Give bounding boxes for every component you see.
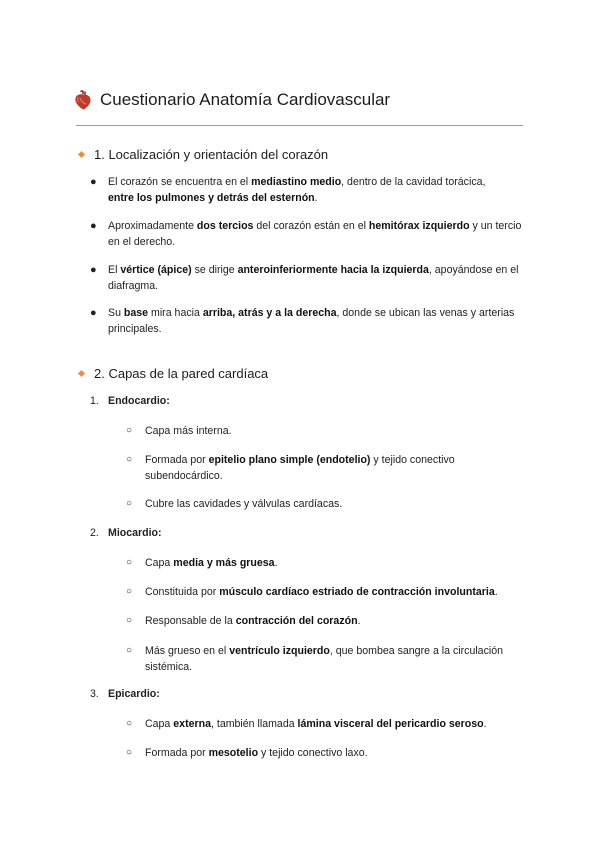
bold-text: mesotelio bbox=[208, 747, 259, 759]
list-number: 2. bbox=[90, 527, 99, 539]
bold-text: lámina visceral del pericardio seroso bbox=[297, 718, 484, 730]
circle-bullet-icon: ○ bbox=[126, 747, 133, 758]
text: y tejido conectivo laxo. bbox=[258, 747, 368, 759]
diamond-bullet-icon bbox=[78, 151, 85, 158]
text: . bbox=[483, 718, 487, 730]
text: y tejido conectivo subendocárdico. bbox=[145, 454, 455, 482]
text: mira hacia bbox=[148, 307, 203, 319]
section-heading-2 bbox=[78, 366, 268, 381]
text: Formada por bbox=[145, 747, 209, 759]
circle-bullet-icon: ○ bbox=[126, 718, 133, 729]
text: Capa bbox=[145, 718, 174, 730]
circle-bullet-icon: ○ bbox=[126, 454, 133, 465]
text: Más grueso en el bbox=[145, 645, 230, 657]
text: Su bbox=[108, 307, 124, 319]
text: , que bombea sangre a la circulación sistémica. bbox=[145, 645, 504, 673]
circle-bullet-icon: ○ bbox=[126, 425, 133, 436]
bold-text: músculo cardíaco estriado de contracción involuntaria bbox=[219, 586, 495, 598]
list-item bbox=[145, 643, 525, 675]
circle-bullet-icon: ○ bbox=[126, 586, 133, 597]
list-item bbox=[145, 555, 525, 571]
page-title-text: Cuestionario Anatomía Cardiovascular bbox=[100, 90, 391, 109]
list-item bbox=[145, 584, 525, 600]
bold-text: mediastino medio bbox=[251, 176, 342, 188]
text: , también llamada bbox=[210, 718, 298, 730]
bold-text: hemitórax izquierdo bbox=[368, 220, 470, 232]
divider bbox=[76, 125, 523, 126]
text: Capa bbox=[145, 557, 174, 569]
text: . bbox=[357, 615, 361, 627]
bold-text: vértice (ápice) bbox=[120, 264, 192, 276]
text: Responsable de la bbox=[145, 615, 236, 627]
list-item bbox=[145, 745, 525, 761]
text: . bbox=[494, 586, 498, 598]
text: Formada por bbox=[145, 454, 209, 466]
bullet-icon: ● bbox=[90, 220, 97, 232]
layer-title: Endocardio: bbox=[108, 395, 170, 407]
page-title bbox=[74, 90, 390, 110]
section-heading-1 bbox=[78, 147, 328, 162]
circle-bullet-icon: ○ bbox=[126, 498, 133, 509]
text: se dirige bbox=[191, 264, 238, 276]
bold-text: arriba, atrás y a la derecha bbox=[202, 307, 337, 319]
text: Capa más interna. bbox=[145, 425, 232, 437]
text: El corazón se encuentra en el bbox=[108, 176, 252, 188]
list-item bbox=[145, 496, 525, 512]
bold-text: anteroinferiormente hacia la izquierda bbox=[237, 264, 429, 276]
bold-text: entre los pulmones y detrás del esternón bbox=[108, 192, 315, 204]
bold-text: base bbox=[123, 307, 149, 319]
text: , dentro de la cavidad torácica, bbox=[341, 176, 486, 188]
text: del corazón están en el bbox=[253, 220, 369, 232]
bullet-icon: ● bbox=[90, 264, 97, 276]
text: Cubre las cavidades y válvulas cardíacas. bbox=[145, 498, 343, 510]
list-number: 3. bbox=[90, 688, 99, 700]
section-heading-text: 2. Capas de la pared cardíaca bbox=[94, 366, 269, 381]
bold-text: contracción del corazón bbox=[235, 615, 358, 627]
circle-bullet-icon: ○ bbox=[126, 645, 133, 656]
text: , apoyándose en el diafragma. bbox=[108, 264, 519, 292]
list-item bbox=[108, 305, 528, 337]
list-item bbox=[145, 613, 525, 629]
list-item bbox=[108, 174, 528, 206]
bullet-icon: ● bbox=[90, 176, 97, 188]
bold-text: media y más gruesa bbox=[173, 557, 275, 569]
bullet-icon: ● bbox=[90, 307, 97, 319]
text: . bbox=[314, 192, 318, 204]
bold-text: dos tercios bbox=[196, 220, 254, 232]
bold-text: ventrículo izquierdo bbox=[229, 645, 330, 657]
anatomical-heart-icon bbox=[74, 90, 92, 110]
list-item bbox=[108, 218, 528, 250]
circle-bullet-icon: ○ bbox=[126, 615, 133, 626]
list-item bbox=[145, 423, 525, 439]
text: El bbox=[108, 264, 121, 276]
bold-text: epitelio plano simple (endotelio) bbox=[208, 454, 371, 466]
list-item bbox=[145, 716, 525, 732]
list-number: 1. bbox=[90, 395, 99, 407]
text: y un tercio en el derecho. bbox=[108, 220, 522, 248]
bold-text: externa bbox=[173, 718, 211, 730]
diamond-bullet-icon bbox=[78, 370, 85, 377]
section-heading-text: 1. Localización y orientación del corazón bbox=[94, 147, 329, 162]
layer-title: Epicardio: bbox=[108, 688, 160, 700]
circle-bullet-icon: ○ bbox=[126, 557, 133, 568]
list-item bbox=[145, 452, 525, 484]
text: Aproximadamente bbox=[108, 220, 197, 232]
text: , donde se ubican las venas y arterias principales. bbox=[108, 307, 515, 335]
text: Constituida por bbox=[145, 586, 220, 598]
layer-title: Miocardio: bbox=[108, 527, 162, 539]
text: . bbox=[274, 557, 278, 569]
list-item bbox=[108, 262, 528, 294]
